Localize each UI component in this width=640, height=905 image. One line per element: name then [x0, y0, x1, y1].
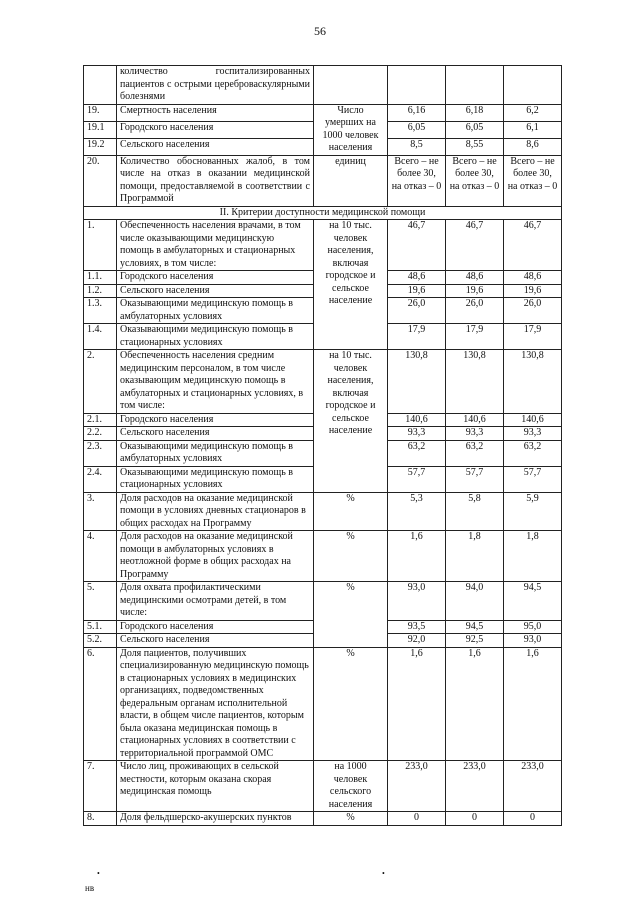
value-year-3: 48,6: [504, 271, 562, 285]
table-row: [84, 155, 562, 206]
section-header-row: [84, 206, 562, 220]
indicator-name: Сельского населения: [117, 138, 314, 155]
footer-dot: •: [97, 869, 100, 878]
value-year-3: 6,2: [504, 104, 562, 121]
unit-of-measure: на 10 тыс. человек населения, включая городское и сельское население: [314, 220, 388, 350]
value-year-2: 1,8: [446, 531, 504, 582]
value-year-3: 95,0: [504, 620, 562, 634]
value-year-1: 6,05: [388, 121, 446, 138]
value-year-2: 0: [446, 812, 504, 826]
value-year-1: 233,0: [388, 761, 446, 812]
row-number: 2.: [84, 350, 117, 414]
value-year-2: 94,5: [446, 620, 504, 634]
row-number: 8.: [84, 812, 117, 826]
value-year-1: [388, 66, 446, 105]
indicator-name: Доля расходов на оказание медицинской помощи в условиях дневных стационаров в общих расходах на Программу: [117, 492, 314, 531]
value-year-2: 94,0: [446, 582, 504, 621]
page-number: 56: [314, 24, 326, 38]
value-year-2: 46,7: [446, 220, 504, 271]
table-row: [84, 531, 562, 582]
value-year-2: 48,6: [446, 271, 504, 285]
row-number: 1.: [84, 220, 117, 271]
indicator-name: Сельского населения: [117, 634, 314, 648]
value-year-2: 8,55: [446, 138, 504, 155]
value-year-1: 1,6: [388, 531, 446, 582]
unit-of-measure: %: [314, 531, 388, 582]
value-year-2: 5,8: [446, 492, 504, 531]
value-year-2: 19,6: [446, 284, 504, 298]
value-year-3: 46,7: [504, 220, 562, 271]
indicator-name: Доля охвата профилактическими медицинскими осмотрами детей, в том числе:: [117, 582, 314, 621]
value-year-1: 57,7: [388, 466, 446, 492]
unit-of-measure: [314, 66, 388, 105]
row-number: 1.4.: [84, 324, 117, 350]
value-year-2: 6,05: [446, 121, 504, 138]
row-number: 2.4.: [84, 466, 117, 492]
table-row: [84, 582, 562, 621]
value-year-3: 57,7: [504, 466, 562, 492]
value-year-1: 17,9: [388, 324, 446, 350]
row-number: 1.2.: [84, 284, 117, 298]
value-year-1: 1,6: [388, 647, 446, 761]
value-year-1: 26,0: [388, 298, 446, 324]
indicator-name: Доля расходов на оказание медицинской помощи в амбулаторных условиях в неотложной форме в общих расходах на Программу: [117, 531, 314, 582]
value-year-3: 93,0: [504, 634, 562, 648]
value-year-3: 93,3: [504, 427, 562, 441]
value-year-1: 93,0: [388, 582, 446, 621]
row-number: 4.: [84, 531, 117, 582]
value-year-3: 26,0: [504, 298, 562, 324]
value-year-3: 130,8: [504, 350, 562, 414]
value-year-1: 130,8: [388, 350, 446, 414]
unit-of-measure: на 1000 человек сельского населения: [314, 761, 388, 812]
value-year-1: 63,2: [388, 440, 446, 466]
value-year-2: 93,3: [446, 427, 504, 441]
row-number: 7.: [84, 761, 117, 812]
value-year-1: 93,3: [388, 427, 446, 441]
footer-mark: нв: [85, 883, 95, 893]
value-year-3: 63,2: [504, 440, 562, 466]
row-number: 2.2.: [84, 427, 117, 441]
indicator-name: количество госпитализированных пациентов с острыми цереброваскулярными болезнями: [117, 66, 314, 105]
indicator-name: Количество обоснованных жалоб, в том числе на отказ в оказании медицинской помощи, предоставляемой в соответствии с Программой: [117, 155, 314, 206]
value-year-2: 6,18: [446, 104, 504, 121]
indicator-name: Оказывающими медицинскую помощь в стационарных условиях: [117, 324, 314, 350]
indicator-name: Доля пациентов, получивших специализированную медицинскую помощь в стационарных условиях в медицинских организациях, подведомственных федеральным органам исполнительной власти, в общем числе пациентов, которым была оказана медицинская помощь в стационарных условиях в соответствии с территориальной программой ОМС: [117, 647, 314, 761]
table-row: [84, 220, 562, 271]
unit-of-measure: единиц: [314, 155, 388, 206]
value-year-1: 48,6: [388, 271, 446, 285]
value-year-1: 6,16: [388, 104, 446, 121]
value-year-3: 19,6: [504, 284, 562, 298]
unit-of-measure: %: [314, 492, 388, 531]
indicator-name: Обеспеченность населения врачами, в том числе оказывающими медицинскую помощь в амбулаторных и стационарных условиях, в том числе:: [117, 220, 314, 271]
value-year-3: 0: [504, 812, 562, 826]
value-year-1: 46,7: [388, 220, 446, 271]
indicator-name: Смертность населения: [117, 104, 314, 121]
unit-of-measure: %: [314, 647, 388, 761]
value-year-2: 140,6: [446, 413, 504, 427]
row-number: 3.: [84, 492, 117, 531]
indicator-name: Сельского населения: [117, 284, 314, 298]
value-year-1: 19,6: [388, 284, 446, 298]
value-year-2: 92,5: [446, 634, 504, 648]
row-number: 19.2: [84, 138, 117, 155]
row-number: 5.: [84, 582, 117, 621]
value-year-3: 1,6: [504, 647, 562, 761]
value-year-1: 8,5: [388, 138, 446, 155]
value-year-3: [504, 66, 562, 105]
row-number: 19.1: [84, 121, 117, 138]
row-number: 19.: [84, 104, 117, 121]
table-row: [84, 104, 562, 121]
indicator-name: Доля фельдшерско-акушерских пунктов: [117, 812, 314, 826]
indicator-name: Число лиц, проживающих в сельской местности, которым оказана скорая медицинская помощь: [117, 761, 314, 812]
value-year-2: 63,2: [446, 440, 504, 466]
value-year-1: 92,0: [388, 634, 446, 648]
indicator-name: Городского населения: [117, 121, 314, 138]
table-row: [84, 761, 562, 812]
footer-dot: •: [382, 869, 385, 878]
value-year-1: 0: [388, 812, 446, 826]
indicator-name: Городского населения: [117, 271, 314, 285]
table-row: [84, 812, 562, 826]
value-year-2: 1,6: [446, 647, 504, 761]
indicator-name: Оказывающими медицинскую помощь в амбулаторных условиях: [117, 298, 314, 324]
value-year-1: 93,5: [388, 620, 446, 634]
value-year-3: 17,9: [504, 324, 562, 350]
value-year-3: 94,5: [504, 582, 562, 621]
unit-of-measure: %: [314, 582, 388, 648]
table-row: [84, 492, 562, 531]
value-year-2: 57,7: [446, 466, 504, 492]
indicator-name: Городского населения: [117, 413, 314, 427]
indicator-name: Сельского населения: [117, 427, 314, 441]
row-number: 5.2.: [84, 634, 117, 648]
value-year-3: 140,6: [504, 413, 562, 427]
indicator-name: Оказывающими медицинскую помощь в амбулаторных условиях: [117, 440, 314, 466]
row-number: 1.3.: [84, 298, 117, 324]
value-year-2: Всего – не более 30, на отказ – 0: [446, 155, 504, 206]
row-number: 2.3.: [84, 440, 117, 466]
value-year-3: 233,0: [504, 761, 562, 812]
row-number: 20.: [84, 155, 117, 206]
unit-of-measure: %: [314, 812, 388, 826]
indicator-name: Городского населения: [117, 620, 314, 634]
table-row: [84, 647, 562, 761]
criteria-table: [83, 65, 562, 826]
row-number: [84, 66, 117, 105]
value-year-2: [446, 66, 504, 105]
row-number: 6.: [84, 647, 117, 761]
value-year-2: 17,9: [446, 324, 504, 350]
value-year-2: 26,0: [446, 298, 504, 324]
unit-of-measure: на 10 тыс. человек населения, включая городское и сельское население: [314, 350, 388, 493]
unit-of-measure: Число умерших на 1000 человек населения: [314, 104, 388, 155]
value-year-1: 5,3: [388, 492, 446, 531]
value-year-3: 8,6: [504, 138, 562, 155]
row-number: 5.1.: [84, 620, 117, 634]
value-year-1: Всего – не более 30, на отказ – 0: [388, 155, 446, 206]
row-number: 1.1.: [84, 271, 117, 285]
row-number: 2.1.: [84, 413, 117, 427]
value-year-3: 1,8: [504, 531, 562, 582]
table-row: [84, 66, 562, 105]
value-year-1: 140,6: [388, 413, 446, 427]
value-year-3: Всего – не более 30, на отказ – 0: [504, 155, 562, 206]
table-row: [84, 350, 562, 414]
indicator-name: Обеспеченность населения средним медицинским персоналом, в том числе оказывающим медицинскую помощь в амбулаторных и стационарных условиях, в том числе:: [117, 350, 314, 414]
section-title: II. Критерии доступности медицинской помощи: [84, 206, 562, 220]
value-year-3: 6,1: [504, 121, 562, 138]
value-year-3: 5,9: [504, 492, 562, 531]
value-year-2: 130,8: [446, 350, 504, 414]
value-year-2: 233,0: [446, 761, 504, 812]
indicator-name: Оказывающими медицинскую помощь в стационарных условиях: [117, 466, 314, 492]
